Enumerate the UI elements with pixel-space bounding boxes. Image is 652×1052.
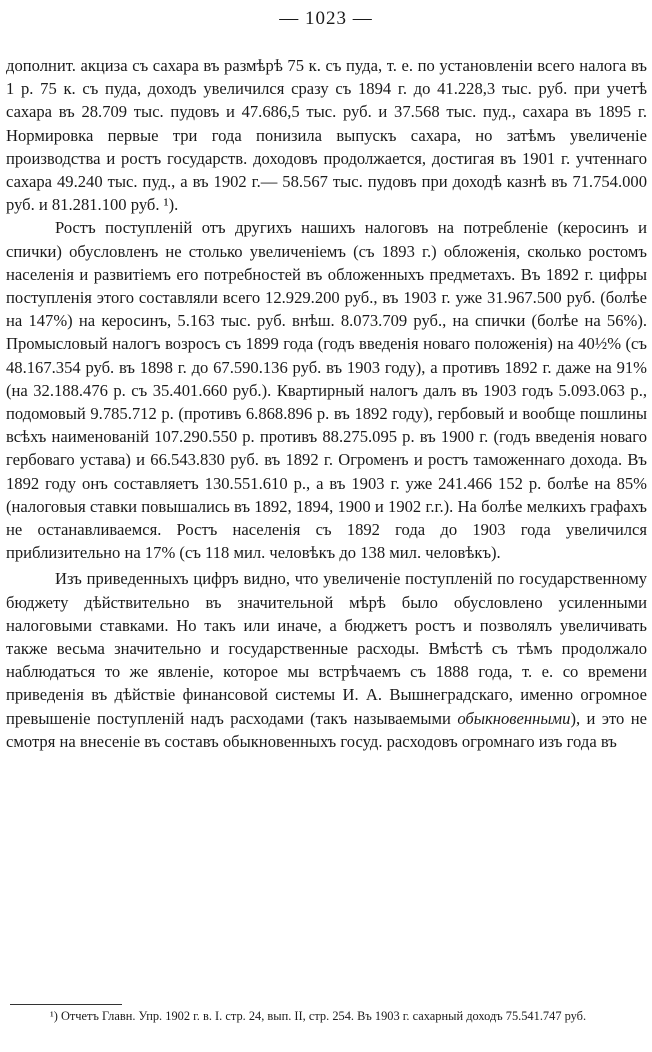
main-text (6, 54, 647, 753)
paragraph-consumption-taxes: Ростъ поступленій отъ другихъ нашихъ налоговъ на потребленіе (керосинъ и спички) обусловленъ не столько увеличеніемъ (съ 1893 г.) обложенія, сколько ростомъ населенія и развитіемъ его потребностей въ обложенныхъ предметахъ. Въ 1892 г. цифры поступленія этого составляли всего 12.929.200 руб., въ 1903 г. уже 31.967.500 руб. (болѣе на 147%) на керосинъ, 5.163 тыс. руб. внѣш. 8.073.709 руб., на спички (болѣе на 56%). Промысловый налогъ возросъ съ 1899 года (годъ введенія новаго положенія) на 40½% (съ 48.167.354 руб. въ 1898 г. до 67.590.136 руб. въ 1903 году), а противъ 1892 г. даже на 91% (на 32.188.476 р. съ 35.401.660 руб.). Квартирный налогъ далъ въ 1903 годъ 5.093.063 р., подомовый 9.785.712 р. (противъ 6.868.896 р. въ 1892 году), гербовый и вообще пошлины всѣхъ наименованій 107.290.550 р. противъ 88.275.095 р. въ 1900 г. (годъ введенія новаго гербоваго устава) и 66.543.830 руб. въ 1892 г. Огроменъ и ростъ таможеннаго дохода. Въ 1892 году онъ составляетъ 130.551.610 р., а въ 1903 г. уже 241.466 152 р. болѣе на 85% (налоговыя ставки повышались въ 1892, 1894, 1900 и 1902 г.г.). На болѣе мелкихъ графахъ не останавливаемся. Ростъ населенія съ 1892 года до 1903 года увеличился приблизительно на 17% (съ 118 мил. человѣкъ до 138 мил. человѣкъ). (6, 218, 647, 563)
italic-term: обыкновенными (457, 708, 571, 728)
paragraph-budget-text-end: ), и это не смотря на внесеніе въ составъ обыкновенныхъ госуд. расходовъ огромнаго изъ года въ (6, 708, 647, 751)
footnote: ¹) Отчетъ Главн. Упр. 1902 г. в. I. стр. 24, вып. II, стр. 254. Въ 1903 г. сахарный доходъ 75.541.747 руб. (50, 1009, 587, 1023)
paragraph-budget-conclusion (6, 567, 647, 753)
paragraph-sugar-excise: дополнит. акциза съ сахара въ размѣрѣ 75 к. съ пуда, т. е. по установленіи всего налога въ 1 р. 75 к. съ пуда, доходъ увеличился сразу съ 1894 г. до 41.228,3 тыс. руб. при учетѣ сахара въ 28.709 тыс. пудовъ и 47.686,5 тыс. руб. и 37.568 тыс. пуд., сахара въ 1895 г. Нормировка первые три года понизила выпускъ сахара, но затѣмъ увеличеніе производства и ростъ государств. доходовъ продолжается, достигая въ 1901 г. учтеннаго сахара 49.240 тыс. пуд., а въ 1902 г.— 58.567 тыс. пудовъ при доходѣ казнѣ въ 71.754.000 руб. и 81.281.100 руб. ¹). (6, 56, 647, 215)
footnote-divider (10, 1004, 122, 1005)
page-number: — 1023 — (279, 8, 373, 29)
paragraph-budget-text-start: Изъ приведенныхъ цифръ видно, что увеличеніе поступленій по государственному бюджету дѣйствительно въ значительной мѣрѣ было обусловлено усиленными налоговыми ставками. Но такъ или иначе, а бюджетъ ростъ и позволялъ увеличивать также весьма значительно и государственные расходы. Вмѣстѣ съ тѣмъ продолжало наблюдаться то же явленіе, которое мы встрѣчаемъ съ 1888 года, т. е. со времени приведенія въ дѣйствіе финансовой системы И. А. Вышнеградскаго, именно огромное превышеніе поступленій надъ расходами (такъ называемыми (6, 569, 647, 728)
